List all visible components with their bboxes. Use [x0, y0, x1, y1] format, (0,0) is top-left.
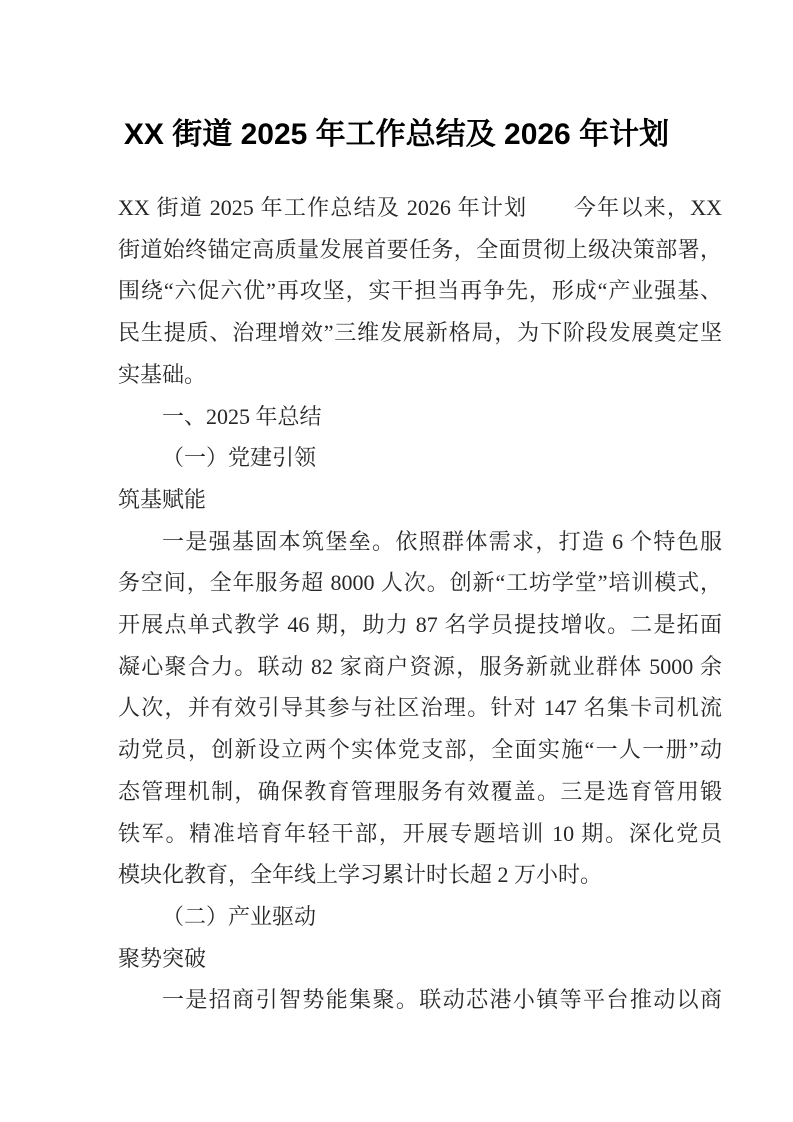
- paragraph-party-building-line: 一是强基固本筑堡垒。依照群体需求，打造 6 个特色服: [162, 528, 722, 554]
- paragraph-intro-line: 围绕“六促六优”再攻坚，实干担当再争先，形成“产业强基、: [118, 278, 722, 304]
- paragraph-party-building-line: 开展点单式教学 46 期，助力 87 名学员提技增收。二是拓面: [118, 612, 722, 638]
- paragraph-party-building-line: 态管理机制，确保教育管理服务有效覆盖。三是选育管用锻: [118, 778, 722, 804]
- paragraph-intro-line: 民生提质、治理增效”三维发展新格局，为下阶段发展奠定坚: [118, 320, 722, 346]
- document-title: XX 街道 2025 年工作总结及 2026 年计划: [123, 118, 670, 151]
- heading-section-1-2-continuation-line: 聚势突破: [118, 945, 207, 971]
- paragraph-intro-line: XX 街道 2025 年工作总结及 2026 年计划 今年以来，XX: [118, 195, 722, 220]
- paragraph-industry-line: 一是招商引智势能集聚。联动芯港小镇等平台推动以商: [162, 987, 722, 1013]
- paragraph-intro-line: 街道始终锚定高质量发展首要任务，全面贯彻上级决策部署，: [118, 236, 722, 262]
- paragraph-party-building-line: 模块化教育，全年线上学习累计时长超 2 万小时。: [118, 862, 603, 888]
- paragraph-intro-line: 实基础。: [118, 361, 207, 387]
- heading-section-1-line: 一、2025 年总结: [162, 403, 322, 429]
- heading-section-1-1-continuation-line: 筑基赋能: [118, 486, 207, 512]
- paragraph-party-building-line: 人次，并有效引导其参与社区治理。针对 147 名集卡司机流: [118, 695, 722, 721]
- paragraph-party-building-line: 动党员，创新设立两个实体党支部，全面实施“一人一册”动: [118, 737, 722, 763]
- heading-section-1-2-line: （二）产业驱动: [162, 903, 317, 929]
- heading-section-1-1-line: （一）党建引领: [162, 445, 317, 471]
- paragraph-party-building-line: 务空间，全年服务超 8000 人次。创新“工坊学堂”培训模式，: [118, 570, 722, 596]
- paragraph-party-building-line: 凝心聚合力。联动 82 家商户资源，服务新就业群体 5000 余: [118, 653, 722, 679]
- document-body: [118, 187, 722, 1021]
- paragraph-party-building-line: 铁军。精准培育年轻干部，开展专题培训 10 期。深化党员: [118, 820, 722, 846]
